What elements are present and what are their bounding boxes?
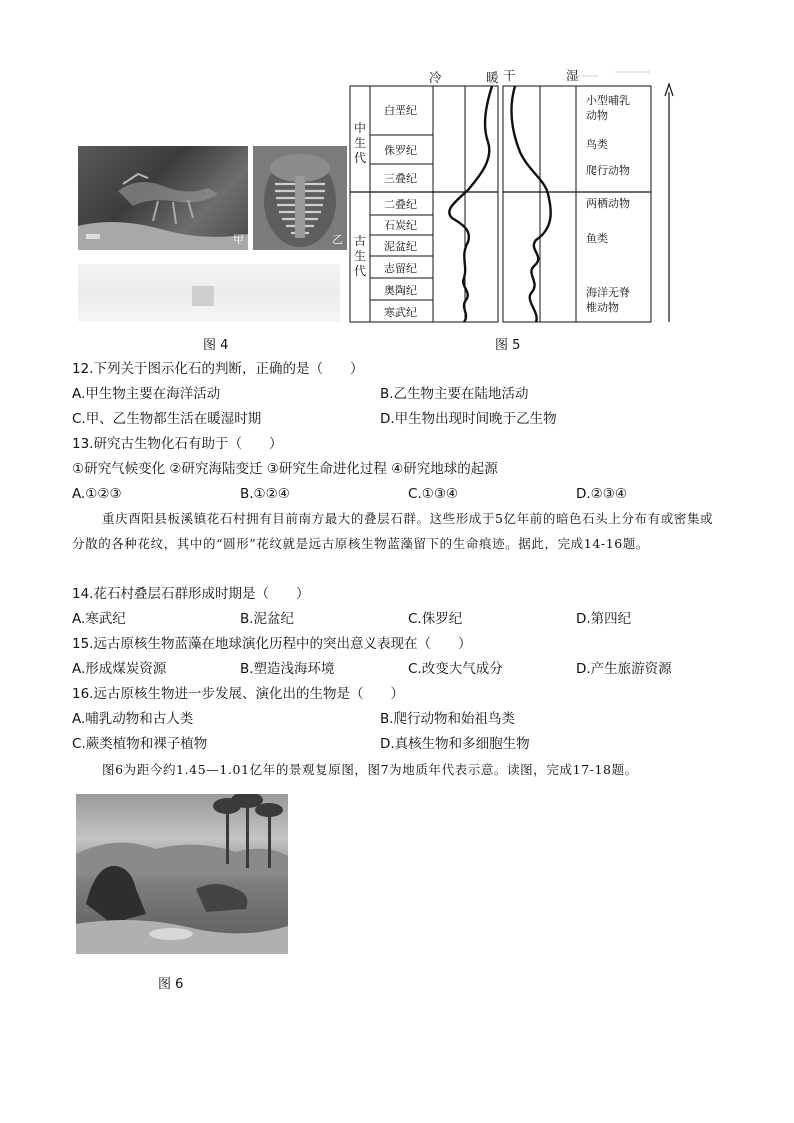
svg-text:代: 代 xyxy=(354,264,367,278)
organism-invertebrates-2: 椎动物 xyxy=(586,301,619,314)
q16-stem: 16.远古原核生物进一步发展、演化出的生物是（ ） xyxy=(72,686,404,702)
svg-text:生: 生 xyxy=(354,136,367,150)
era-paleozoic-label xyxy=(354,233,366,278)
period-cambrian: 寒武纪 xyxy=(384,306,417,319)
header-cold: 冷 xyxy=(429,70,442,85)
q16-option-d: D.真核生物和多细胞生物 xyxy=(380,736,530,752)
humidity-curve xyxy=(511,86,550,322)
svg-text:生: 生 xyxy=(354,249,367,263)
q13-option-d: D.②③④ xyxy=(576,486,627,502)
q12-option-a: A.甲生物主要在海洋活动 xyxy=(72,386,221,402)
organism-reptiles: 爬行动物 xyxy=(586,164,630,177)
q12-stem: 12.下列关于图示化石的判断，正确的是（ ） xyxy=(72,361,364,377)
period-cretaceous: 白垩纪 xyxy=(384,104,417,117)
q14-option-a: A.寒武纪 xyxy=(72,611,126,627)
header-wet: 湿 xyxy=(566,68,579,83)
fossil-photo-yi xyxy=(253,146,347,250)
svg-text:中: 中 xyxy=(354,121,367,135)
q12-option-c: C.甲、乙生物都生活在暖湿时期 xyxy=(72,411,262,427)
fig6-caption: 图 6 xyxy=(158,977,184,992)
q15-option-d: D.产生旅游资源 xyxy=(576,661,672,677)
fig6-landscape-image xyxy=(76,794,288,954)
organism-invertebrates-1: 海洋无脊 xyxy=(586,286,630,299)
q13-items: ①研究气候变化 ②研究海陆变迁 ③研究生命进化过程 ④研究地球的起源 xyxy=(72,461,498,477)
period-triassic: 三叠纪 xyxy=(384,172,417,185)
period-silurian: 志留纪 xyxy=(384,262,417,275)
passage-fig6-intro: 图6为距今约1.45—1.01亿年的景观复原图，图7为地质年代表示意。读图，完成17-18题。 xyxy=(102,762,638,777)
period-table xyxy=(350,86,498,322)
q13-stem: 13.研究古生物化石有助于（ ） xyxy=(72,436,283,452)
geologic-time-chart xyxy=(340,60,690,335)
header-dry: 干 xyxy=(503,68,516,83)
organism-fish: 鱼类 xyxy=(586,232,608,245)
dinosaur-fossil-image xyxy=(78,146,248,250)
fossil-label-yi: 乙 xyxy=(332,233,343,246)
q15-option-c: C.改变大气成分 xyxy=(408,661,503,677)
fig5-caption: 图 5 xyxy=(495,338,521,353)
dinosaur-landscape-scene xyxy=(76,794,288,954)
organism-small-mammals-2: 动物 xyxy=(586,109,608,122)
q12-option-b: B.乙生物主要在陆地活动 xyxy=(380,386,529,402)
q14-option-d: D.第四纪 xyxy=(576,611,632,627)
q16-option-c: C.蕨类植物和裸子植物 xyxy=(72,736,208,752)
fig4-caption: 图 4 xyxy=(203,338,229,353)
period-devonian: 泥盆纪 xyxy=(384,240,417,253)
q15-option-a: A.形成煤炭资源 xyxy=(72,661,167,677)
organism-birds: 鸟类 xyxy=(586,138,608,151)
passage-stromatolite: 重庆酉阳县板溪镇花石村拥有目前南方最大的叠层石群。这些形成于5亿年前的暗色石头上分布有或密集或分散的各种花纹，其中的“圆形”花纹就是远古原核生物蓝藻留下的生命痕迹。据此，完成14-16题。 xyxy=(72,511,714,551)
organism-amphibians: 两栖动物 xyxy=(586,197,630,210)
q12-option-d: D.甲生物出现时间晚于乙生物 xyxy=(380,411,557,427)
q15-stem: 15.远古原核生物蓝藻在地球演化历程中的突出意义表现在（ ） xyxy=(72,636,472,652)
svg-text:古: 古 xyxy=(354,234,367,248)
period-permian: 二叠纪 xyxy=(384,198,417,211)
period-jurassic: 侏罗纪 xyxy=(384,144,417,157)
q14-option-c: C.侏罗纪 xyxy=(408,611,463,627)
fig4-blurred-mark xyxy=(192,286,214,306)
organism-small-mammals-1: 小型哺乳 xyxy=(586,94,630,107)
fossil-label-jia: 甲 xyxy=(233,233,244,246)
period-ordovician: 奥陶纪 xyxy=(384,284,417,297)
fossil-photo-jia xyxy=(78,146,248,250)
q15-option-b: B.塑造浅海环境 xyxy=(240,661,335,677)
q13-option-b: B.①②④ xyxy=(240,486,290,502)
svg-text:代: 代 xyxy=(354,151,367,165)
q16-option-a: A.哺乳动物和古人类 xyxy=(72,711,194,727)
q13-option-a: A.①②③ xyxy=(72,486,122,502)
temperature-curve xyxy=(449,86,492,322)
period-carboniferous: 石炭纪 xyxy=(384,219,417,232)
q14-stem: 14.花石村叠层石群形成时期是（ ） xyxy=(72,586,310,602)
q14-option-b: B.泥盆纪 xyxy=(240,611,295,627)
era-mesozoic-label xyxy=(354,120,366,165)
q16-option-b: B.爬行动物和始祖鸟类 xyxy=(380,711,516,727)
header-warm: 暖 xyxy=(486,70,499,85)
q13-option-c: C.①③④ xyxy=(408,486,459,502)
